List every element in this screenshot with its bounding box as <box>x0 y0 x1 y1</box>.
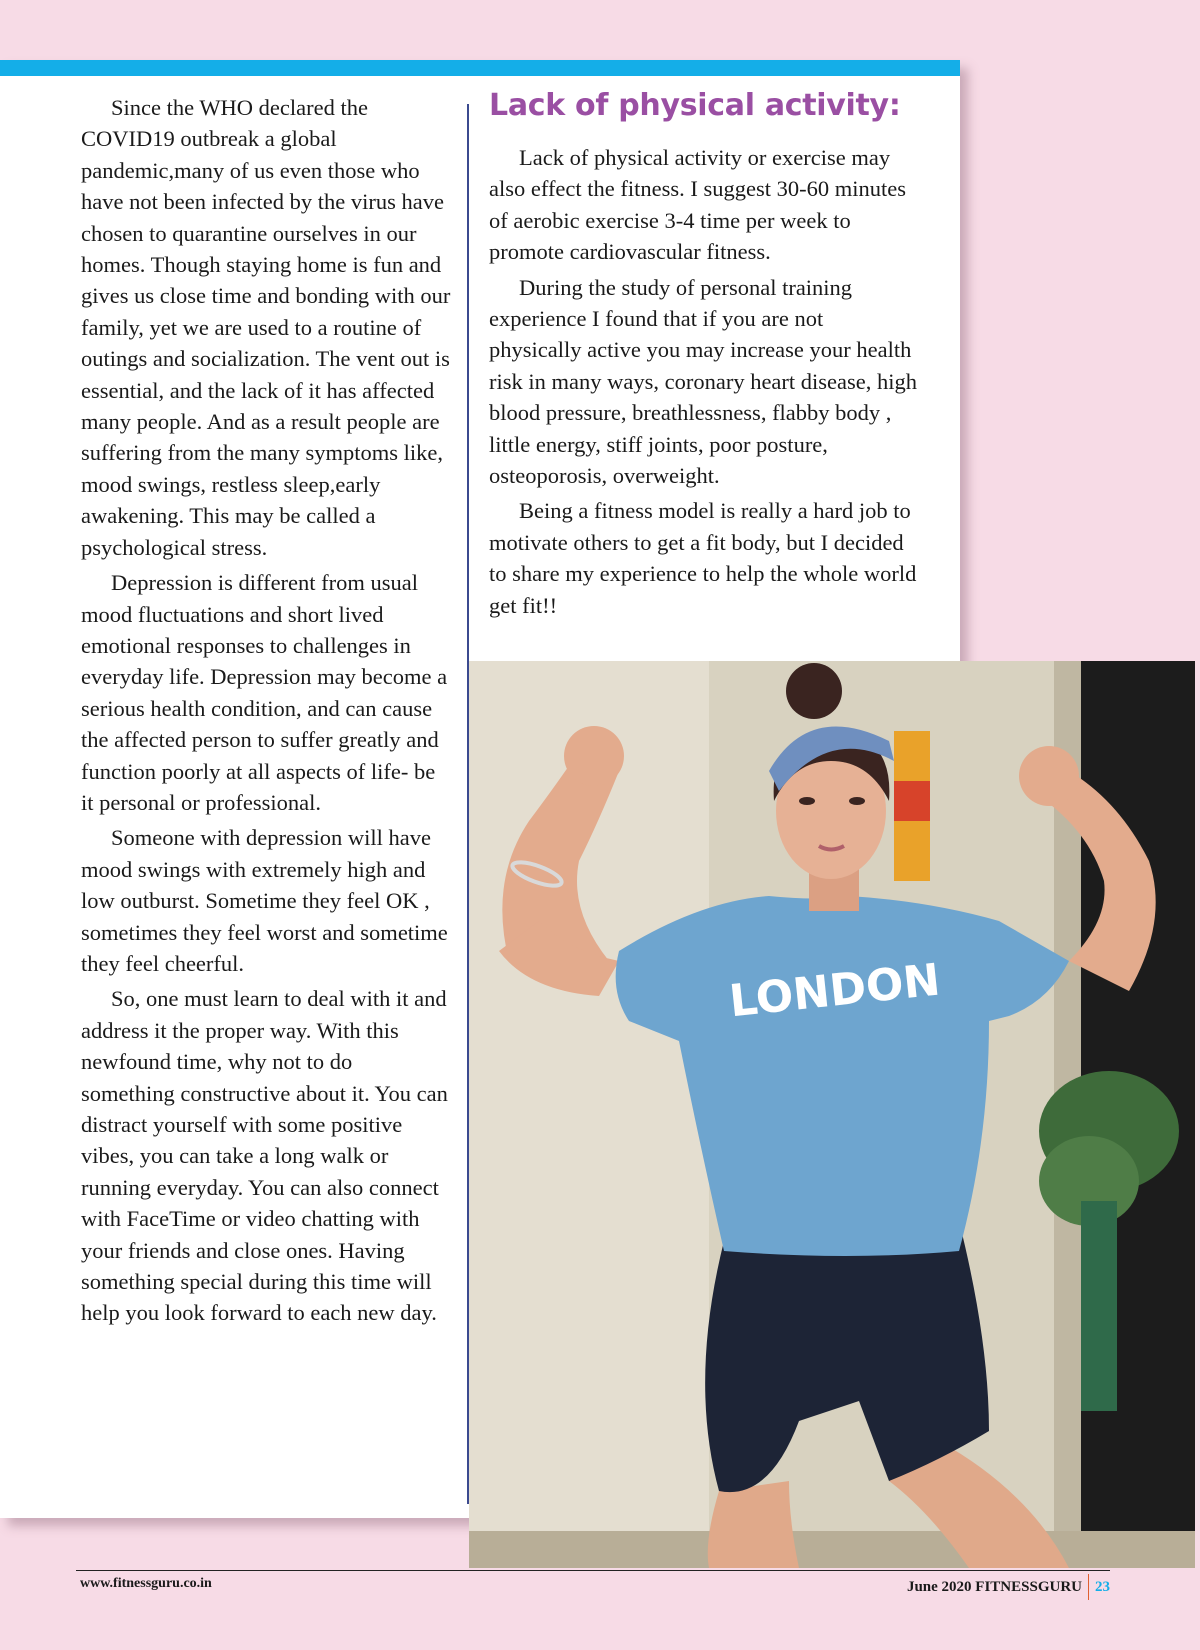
footer-rule <box>76 1570 1110 1571</box>
left-paragraph-4: So, one must learn to deal with it and address it the proper way. With this newfound time, why not to do something constructive about it. You can distract yourself with some positive vibes, you can take a long walk or running everyday. You can also connect with FaceTime or video chatting with your friends and close ones. Having something special during this time will help you look forward to each new day. <box>81 986 448 1326</box>
left-paragraph-2: Depression is different from usual mood fluctuations and short lived emotional responses to challenges in everyday life. Depression may become a serious health condition, and can cause the affected person to suffer greatly and function poorly at all aspects of life- be it personal or professional. <box>81 570 448 815</box>
footer-website: www.fitnessguru.co.in <box>80 1576 212 1591</box>
footer-issue: June 2020 FITNESSGURU <box>906 1578 1082 1595</box>
photo-illustration <box>469 661 1195 1568</box>
page-number: 23 <box>1095 1578 1110 1595</box>
right-paragraph-2: During the study of personal training experience I found that if you are not physically active you may increase your health risk in many ways, coronary heart disease, high blood pressure, breathlessness, flabby body , little energy, stiff joints, poor posture, osteoporosis, overweight. <box>489 274 918 489</box>
fitness-model-photo <box>469 661 1195 1568</box>
shirt-print: LONDON <box>726 954 943 1028</box>
left-paragraph-1: Since the WHO declared the COVID19 outbreak a global pandemic,many of us even those who have not been infected by the virus have chosen to quarantine ourselves in our homes. Though staying home is fun and gives us close time and bonding with our family, yet we are used to a routine of outings and socialization. The vent out is essential, and the lack of it has affected many people. And as a result people are suffering from the many symptoms like, mood swings, restless sleep,early awakening. This may be called a psychological stress. <box>81 95 451 560</box>
left-column <box>81 92 451 1333</box>
top-accent-bar <box>0 60 960 76</box>
section-heading: Lack of physical activity: <box>489 88 901 123</box>
right-paragraph-1: Lack of physical activity or exercise may also effect the fitness. I suggest 30-60 minutes of aerobic exercise 3-4 time per week to promote cardiovascular fitness. <box>489 145 906 265</box>
right-paragraph-3: Being a fitness model is really a hard job to motivate others to get a fit body, but I decided to share my experience to help the whole world get fit!! <box>489 498 917 618</box>
left-paragraph-3: Someone with depression will have mood swings with extremely high and low outburst. Sometime they feel OK , sometimes they feel worst and sometime they feel cheerful. <box>81 825 448 976</box>
footer-separator <box>1088 1574 1089 1600</box>
footer-issue-info <box>907 1574 1110 1600</box>
right-column <box>489 142 919 625</box>
